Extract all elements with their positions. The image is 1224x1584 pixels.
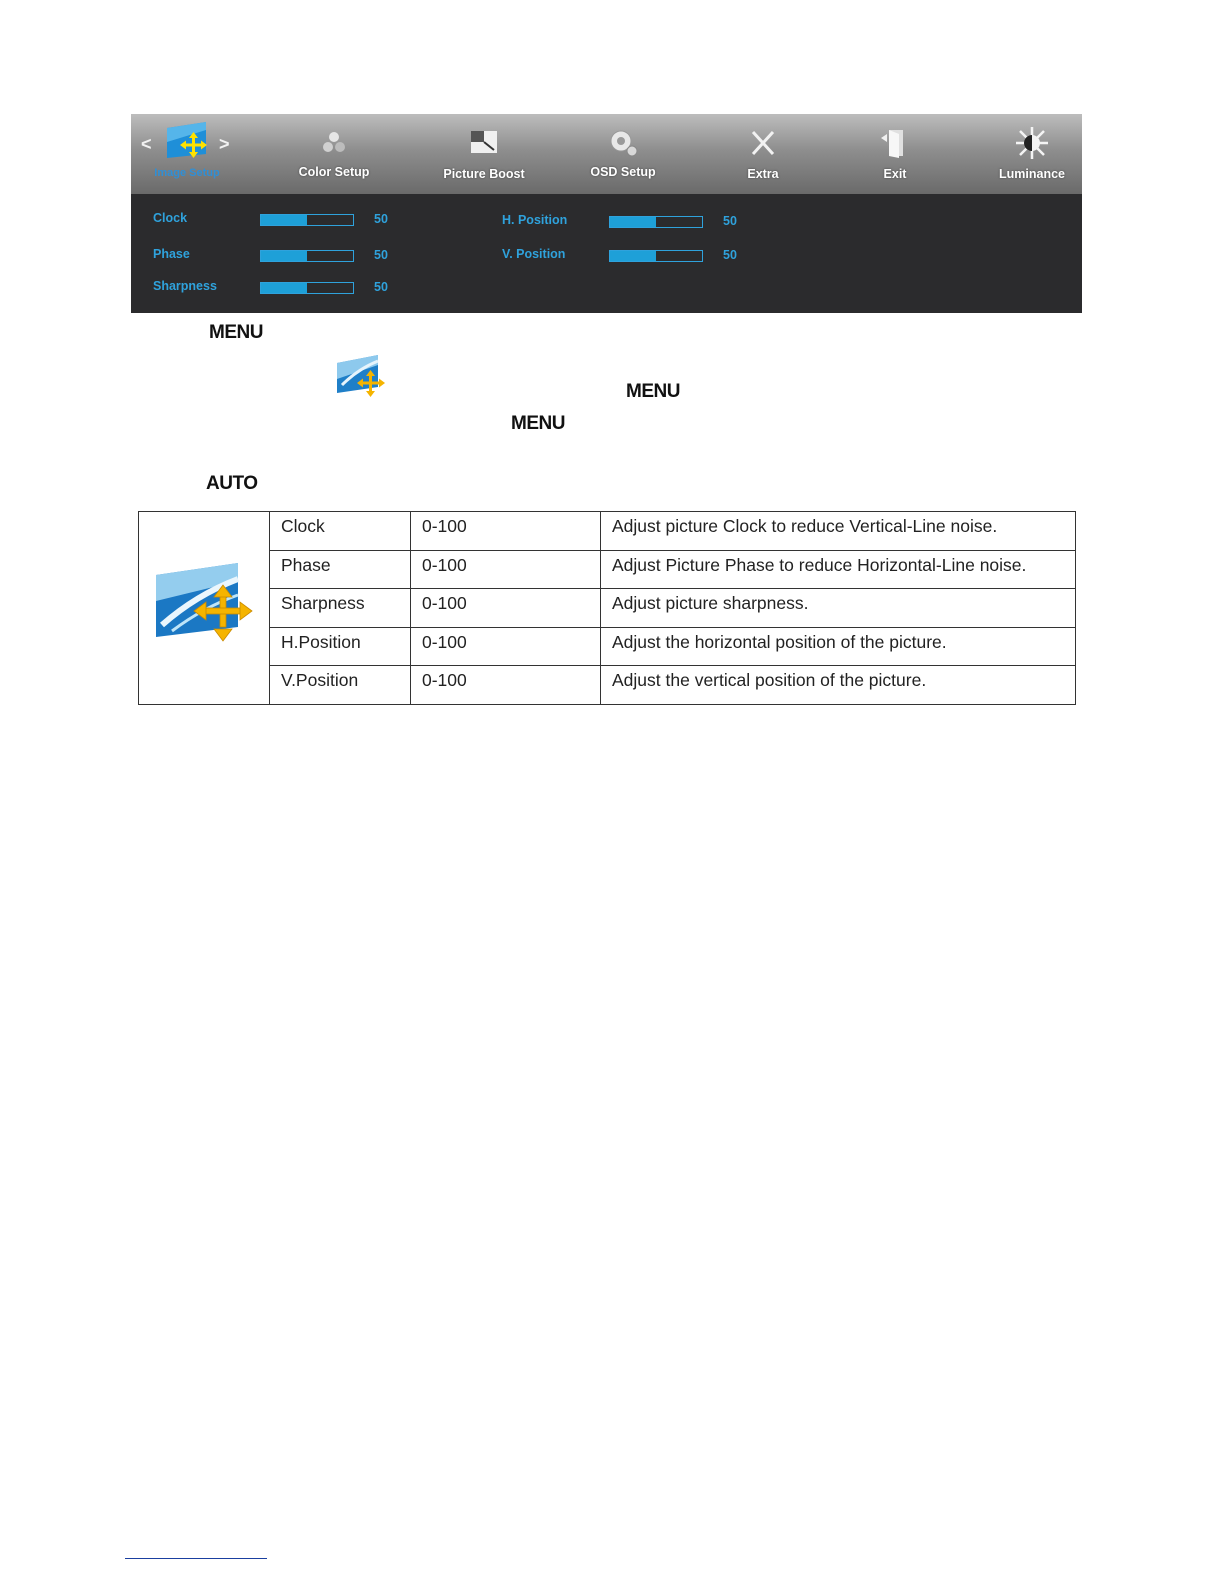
table-row [139, 666, 1076, 705]
slider-fill [261, 251, 307, 261]
setting-v-position[interactable] [502, 247, 762, 267]
phase-slider[interactable] [260, 250, 354, 262]
menu-key-label: MENU [626, 381, 680, 402]
image-setup-table [138, 511, 1076, 705]
tab-label: Picture Boost [443, 167, 525, 181]
tab-picture-boost[interactable] [437, 114, 531, 194]
tab-label: OSD Setup [590, 165, 656, 179]
setting-value: 50 [723, 248, 737, 262]
table-cell-item: Clock [270, 512, 411, 551]
setting-sharpness[interactable] [153, 279, 413, 299]
table-icon-cell [139, 512, 270, 705]
table-row [139, 589, 1076, 628]
osd-settings-area [131, 194, 1082, 313]
setting-label: Phase [153, 247, 190, 261]
table-cell-description: Adjust Picture Phase to reduce Horizontal-Line noise. [601, 550, 1076, 589]
v-position-slider[interactable] [609, 250, 703, 262]
table-row [139, 627, 1076, 666]
image-setup-icon [164, 120, 210, 160]
table-cell-range: 0-100 [411, 512, 601, 551]
setting-value: 50 [723, 214, 737, 228]
setting-value: 50 [374, 280, 388, 294]
slider-fill [610, 251, 656, 261]
table-cell-description: Adjust picture Clock to reduce Vertical-Line noise. [601, 512, 1076, 551]
extra-icon [745, 126, 781, 160]
setting-h-position[interactable] [502, 213, 762, 233]
exit-icon [877, 126, 913, 160]
setting-clock[interactable] [153, 211, 413, 231]
picture-boost-icon [466, 126, 502, 160]
table-cell-range: 0-100 [411, 589, 601, 628]
menu-key-label: MENU [209, 322, 263, 343]
table-cell-range: 0-100 [411, 666, 601, 705]
image-setup-icon [334, 353, 388, 399]
table-cell-item: Sharpness [270, 589, 411, 628]
luminance-icon [1014, 126, 1050, 160]
osd-setup-icon [605, 126, 641, 160]
setting-label: Sharpness [153, 279, 217, 293]
setting-phase[interactable] [153, 247, 413, 267]
tab-exit[interactable] [859, 114, 931, 194]
tab-label: Color Setup [298, 165, 370, 179]
table-row [139, 550, 1076, 589]
nav-left-arrow[interactable]: < [141, 134, 152, 154]
slider-fill [261, 215, 307, 225]
image-setup-icon [152, 561, 256, 647]
tab-extra[interactable] [727, 114, 799, 194]
h-position-slider[interactable] [609, 216, 703, 228]
setting-value: 50 [374, 248, 388, 262]
color-setup-icon [316, 126, 352, 160]
sharpness-slider[interactable] [260, 282, 354, 294]
slider-fill [261, 283, 307, 293]
setting-label: Clock [153, 211, 188, 225]
table-cell-description: Adjust picture sharpness. [601, 589, 1076, 628]
auto-key-label: AUTO [206, 473, 258, 494]
tab-label: Exit [883, 167, 907, 181]
setting-value: 50 [374, 212, 388, 226]
tab-label: Extra [747, 167, 779, 181]
tab-label: Luminance [999, 167, 1065, 181]
table-cell-range: 0-100 [411, 627, 601, 666]
clock-slider[interactable] [260, 214, 354, 226]
table-row [139, 512, 1076, 551]
nav-right-arrow[interactable]: > [219, 134, 230, 154]
osd-menu-panel [131, 114, 1082, 313]
setting-label: V. Position [502, 247, 566, 261]
tab-color-setup[interactable] [289, 114, 379, 194]
osd-tab-bar [131, 114, 1082, 194]
footer-divider [125, 1558, 267, 1559]
table-cell-item: V.Position [270, 666, 411, 705]
tab-image-setup[interactable] [143, 114, 231, 194]
menu-key-label: MENU [511, 413, 565, 434]
tab-luminance[interactable] [989, 114, 1075, 194]
table-cell-description: Adjust the horizontal position of the picture. [601, 627, 1076, 666]
tab-osd-setup[interactable] [579, 114, 667, 194]
table-cell-range: 0-100 [411, 550, 601, 589]
table-cell-description: Adjust the vertical position of the picture. [601, 666, 1076, 705]
tab-label: Image Setup [154, 167, 220, 179]
table-cell-item: H.Position [270, 627, 411, 666]
setting-label: H. Position [502, 213, 568, 227]
slider-fill [610, 217, 656, 227]
table-cell-item: Phase [270, 550, 411, 589]
